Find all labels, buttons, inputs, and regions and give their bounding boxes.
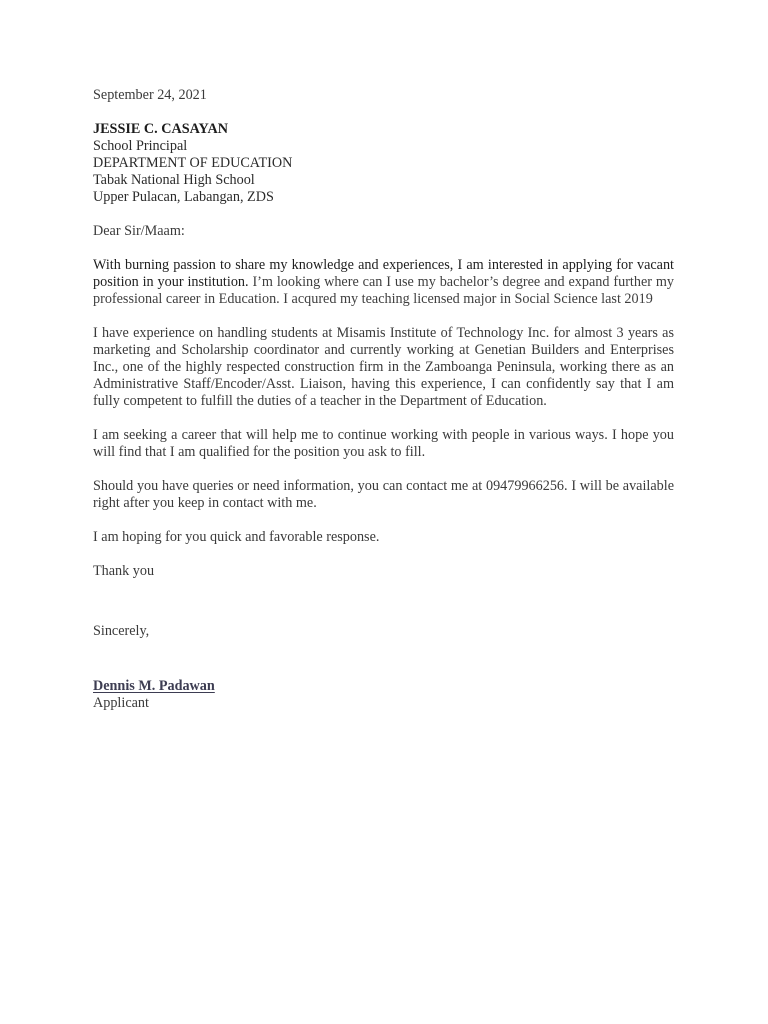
application-letter [93, 87, 674, 712]
paragraph-career: I am seeking a career that will help me to continue working with people in various ways. I hope you will find that I am qualified for the position you ask to fill. [93, 427, 674, 460]
closing-sincerely: Sincerely, [93, 623, 150, 639]
signature-title: Applicant [93, 695, 149, 711]
recipient-department: DEPARTMENT OF EDUCATION [93, 155, 293, 171]
recipient-block [93, 121, 674, 206]
salutation: Dear Sir/Maam: [93, 223, 185, 239]
recipient-title: School Principal [93, 138, 188, 154]
recipient-name: JESSIE C. CASAYAN [93, 121, 228, 137]
paragraph-experience: I have experience on handling students at Misamis Institute of Technology Inc. for almost 3 years as marketing and Scholarship coordinator and currently working at Genetian Builders and Enterprises Inc., one of the highly respected construction firm in the Zamboanga Peninsula, working there as an Administrative Staff/Encoder/Asst. Liaison, having this experience, I can confidently say that I am fully competent to fulfill the duties of a teacher in the Department of Education. [93, 325, 674, 409]
paragraph-response: I am hoping for you quick and favorable response. [93, 529, 380, 545]
paragraph-contact: Should you have queries or need information, you can contact me at 09479966256. I will be available right after you keep in contact with me. [93, 478, 674, 511]
letter-date: September 24, 2021 [93, 87, 207, 103]
thank-you: Thank you [93, 563, 155, 579]
signature-block [93, 678, 674, 712]
recipient-address: Upper Pulacan, Labangan, ZDS [93, 189, 274, 205]
recipient-school: Tabak National High School [93, 172, 255, 188]
paragraph-intro-part2: I’m looking where can I use my bachelor’s degree and expand further my professional career in Education. I acqured my teaching licensed major in Social Science last 2019 [93, 274, 675, 307]
signature-name: Dennis M. Padawan [93, 678, 215, 694]
paragraph-intro-part1: With burning passion to share my knowledge and experiences, I am interested in applying for vacant position in your institution. [93, 257, 674, 290]
paragraph-intro [93, 257, 674, 308]
